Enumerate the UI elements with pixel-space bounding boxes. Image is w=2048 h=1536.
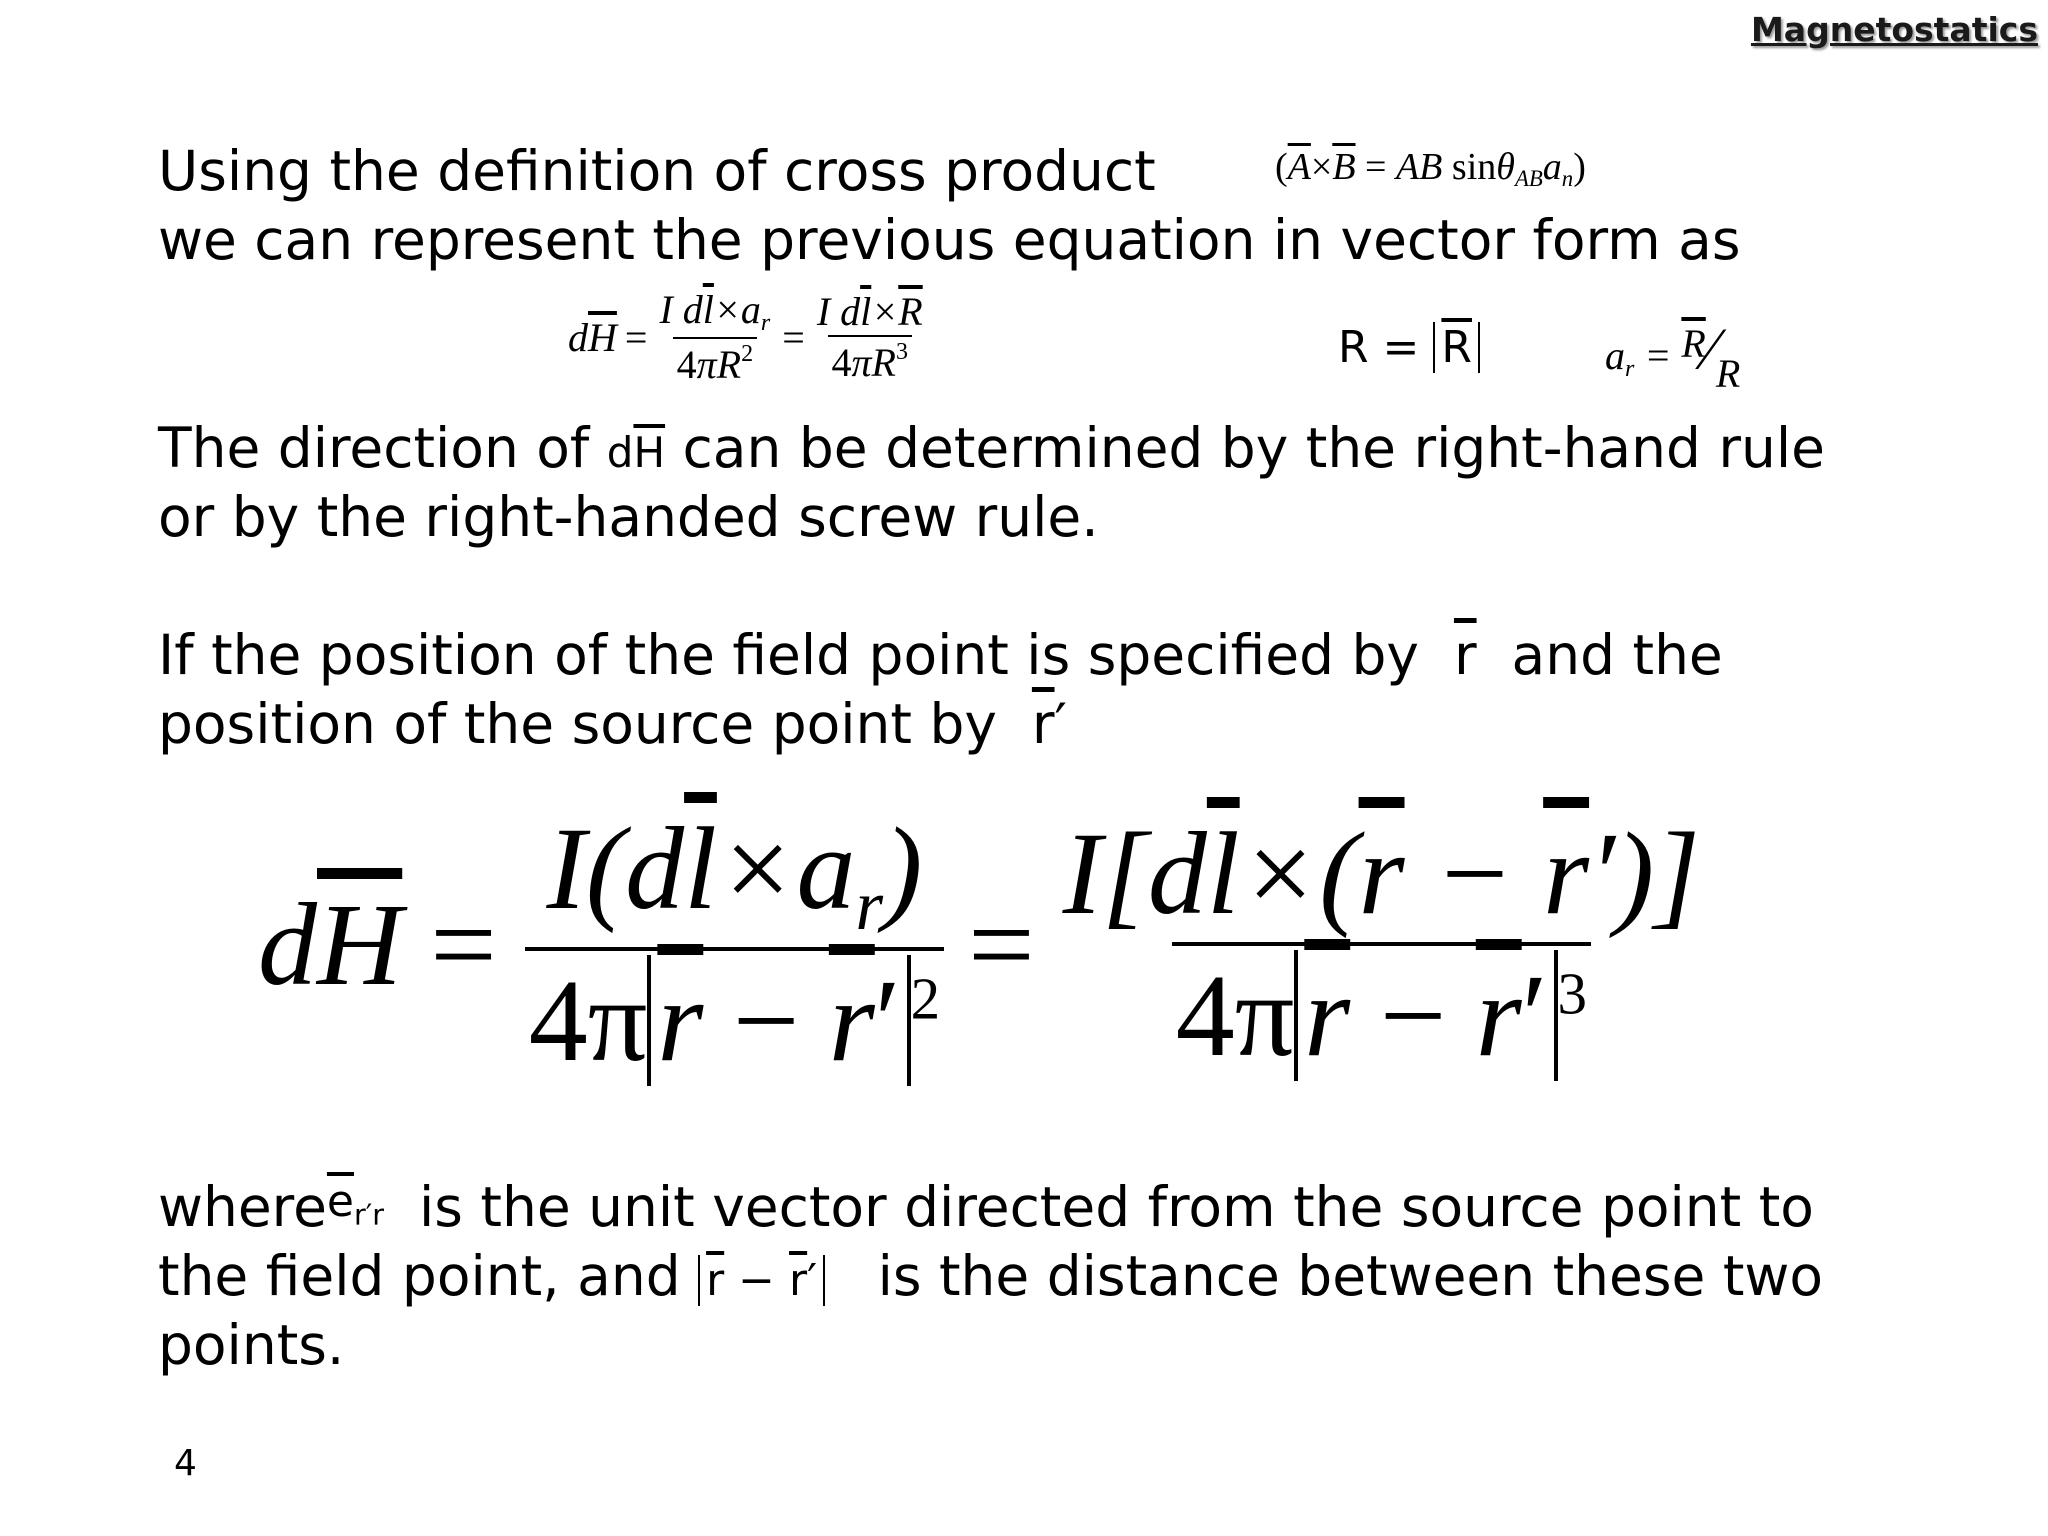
page-number: 4 (174, 1443, 197, 1484)
paragraph-3-line-1: If the position of the field point is specified by $\overline{r}$ and the (158, 623, 1723, 687)
cross-product-definition: ($\overline{A}\times\overline{B}$ = AB $\sin\theta_{AB}a_n$) (1275, 146, 1586, 191)
paragraph-4-line-3: points. (158, 1313, 345, 1377)
equation-2: $d\overline{H}$ = $\frac{I(d\overline{l}\times a_r)}{4\pi\overline{r} - \overline{r}' ^2}$ = $\frac{I[d\overline{l}\times(\overline{r} - \overline{r}')]}{4\pi\overline{r} - \overline{r}' ^3}$ (258, 780, 1704, 1110)
slide-title: Magnetostatics (1750, 10, 2038, 49)
paragraph-1-line-1: Using the definition of cross product (158, 139, 1156, 203)
paragraph-2-line-2: or by the right-handed screw rule. (158, 485, 1099, 549)
equation-1: $d\overline{H}$ = $\frac{I d\overline{l}\times a_r}{4\pi R^2}$ = $\frac{I d\overline{l}\times\overline{R}}{4\pi R^3}$ (568, 287, 923, 388)
paragraph-3-line-2: position of the source point by $\overline{r}'$ (158, 692, 1068, 756)
paragraph-2-line-1: The direction of $d\overline{H}$ can be determined by the right-hand rule (158, 416, 1825, 480)
paragraph-4-line-2: the field point, and $\overline{r} - \overline{r}'$ is the distance between these two (158, 1244, 1824, 1308)
R-magnitude-definition: $R = \overline{R}$ (1338, 322, 1480, 373)
unit-vector-ar-definition: $a_r$ = $\overline{R}⁄R$ (1605, 316, 1741, 396)
paragraph-1-line-2: we can represent the previous equation in vector form as (158, 208, 1741, 272)
paragraph-4-line-1: $where\overline{e}_{r'r}$ is the unit vector directed from the source point to (158, 1175, 1814, 1239)
